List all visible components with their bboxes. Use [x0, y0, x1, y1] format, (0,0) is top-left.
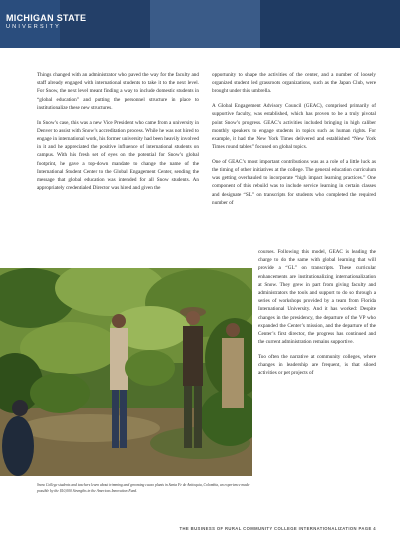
page-header-banner [0, 0, 400, 48]
right-text-column [212, 71, 376, 214]
right-lower-text-column [258, 248, 376, 384]
university-logo-subtitle: UNIVERSITY [6, 24, 62, 30]
photo-caption: Snow College students and teachers learn about trimming and grooming cacao plants in Santa Fe de Antioquia, Colombia, an experience made possible by the $10,000 Strengths in the Americas Innovation Fund. [37, 483, 250, 493]
left-text-column [37, 71, 199, 199]
body-paragraph: opportunity to shape the activities of the center, and a number of loosely organized student led grassroots organizations, such as the Japan Club, were brought under this umbrella. [212, 72, 376, 95]
body-paragraph: Things changed with an administrator who paved the way for the faculty and staff already engaged with international students to take it to the next level. For Snow, the next level meant finding a way to include domestic students in “global education” and putting the personnel structure in place to institutionalize these new structures. [37, 72, 199, 111]
university-logo-wordmark: MICHIGAN STATE [6, 13, 87, 23]
body-paragraph: courses. Following this model, GEAC is leading the charge to do the same with global learning that will provide a “GL” on transcripts. These curricular enhancements are institutionalizing internationalization at Snow. They grew in part from giving faculty and administrators the tools and support to do so through a series of workshops provided by a team from Florida International University. And it has worked: Despite changes in the presidency, the departure of the VP who expanded the Center’s mission, and the departure of the Center’s first director, the progress has continued and the current administration remains supportive. [258, 249, 376, 346]
cacao-farm-photo [0, 268, 252, 476]
body-paragraph: A Global Engagement Advisory Council (GEAC), comprised primarily of supportive faculty, was established, which has proven to be a truly pivotal point Snow’s progress. GEAC’s activities included bringing in high caliber monthly speakers to engage students in topics such as human rights. For example, it had the New York Times delivered and established “New York Times round tables” focused on global topics. [212, 103, 376, 151]
body-paragraph: In Snow’s case, this was a new Vice President who came from a university in Denver to assist with Snow’s accreditation process. While he was not hired to engage in international work, his former university had been heavily involved in it and he appreciated the positive influence of international students on campus. With his fresh set of eyes on the potential for Snow’s global footprint, he gave a top-down mandate to change the name of the International Student Center to the Global Engagement Center, sending the message that global education was intended for all Snow students. An appropriately credentialed Director was hired and given the [37, 119, 199, 192]
body-paragraph: One of GEAC’s most important contributions was as a role of a little luck as the timing of other initiatives at the college. The general education curriculum was getting overhauled to incorporate “high impact learning practices.” One component of this rebuild was to include service learning in certain classes and designate “SL” on transcripts for students who completed the required number of [212, 158, 376, 206]
body-paragraph: Too often the narrative at community colleges, where changes in leadership are frequent, is that siloed activities or pet projects of [258, 353, 376, 377]
page-footer: THE BUSINESS OF RURAL COMMUNITY COLLEGE INTERNATIONALIZATION PAGE 4 [179, 526, 376, 531]
